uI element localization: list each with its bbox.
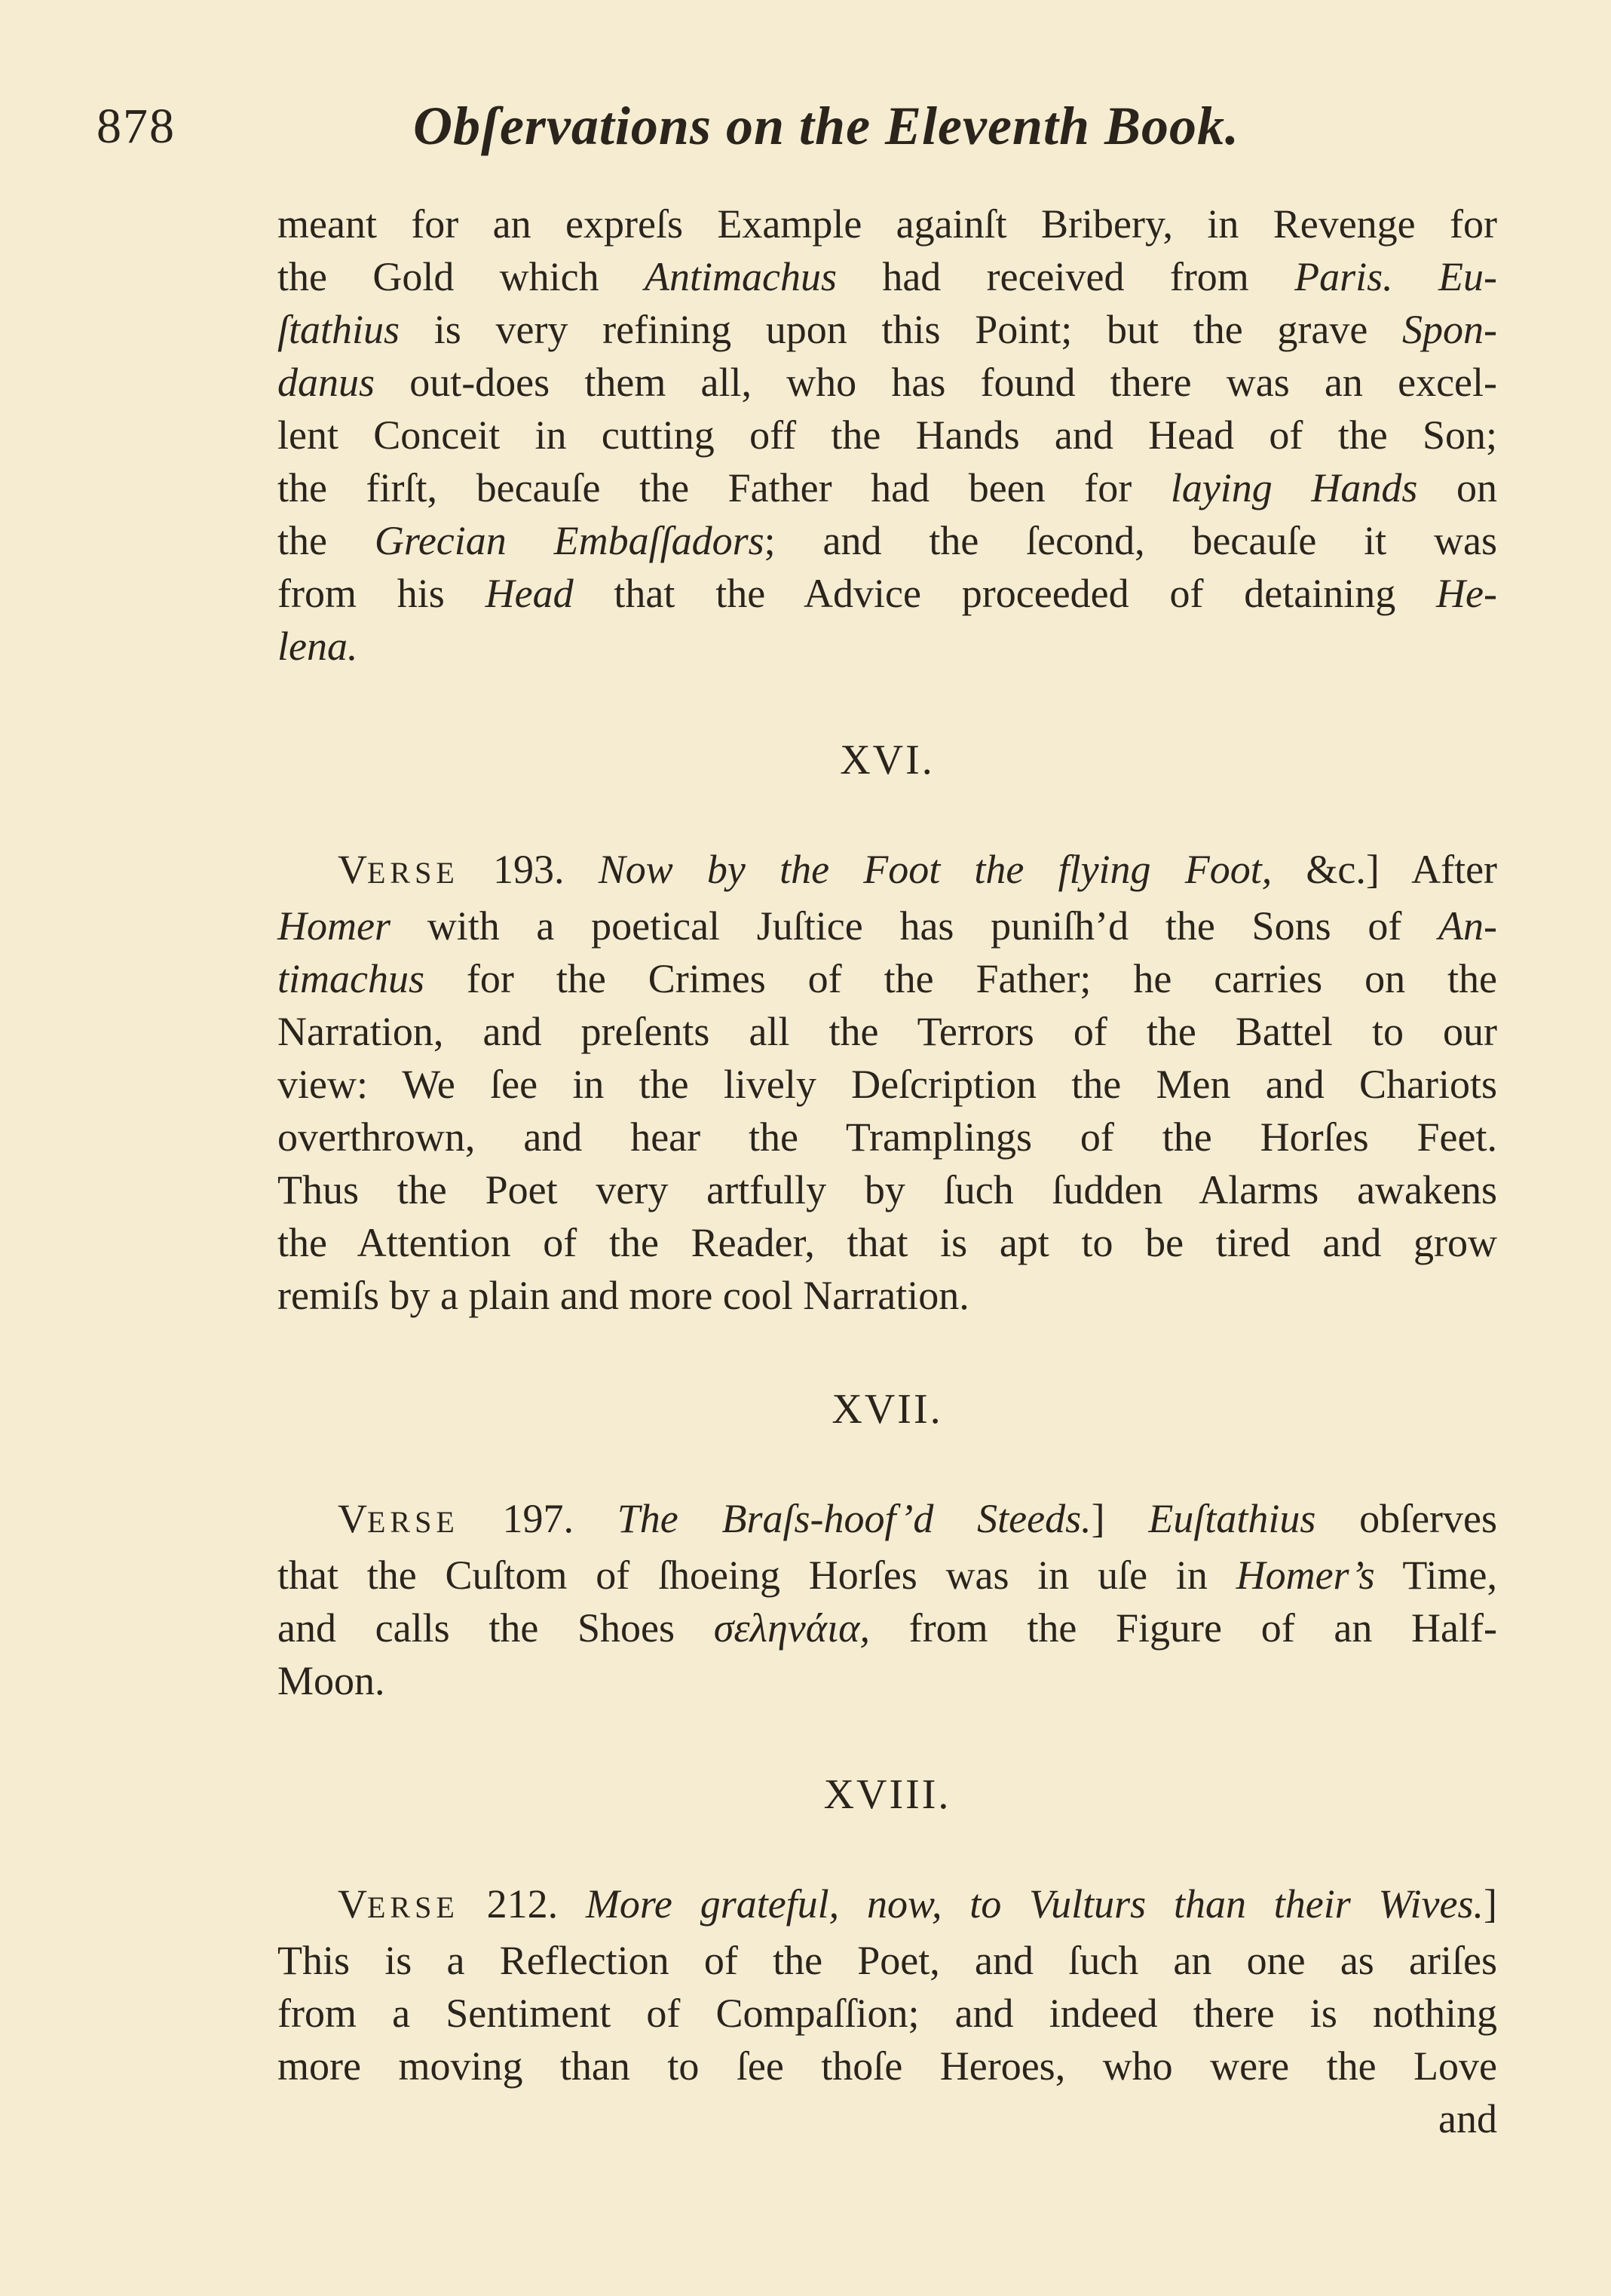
text-line: the Attention of the Reader, that is apt to be tired and grow — [277, 1220, 1497, 1265]
section-heading-xvii: XVII. — [832, 1386, 943, 1433]
text-line: from a Sentiment of Compaſſion; and indeed there is nothing — [277, 1991, 1497, 2036]
page-number: 878 — [96, 99, 176, 154]
text-line: VERSE 212. More grateful, now, to Vulturs than their Wives.] — [338, 1881, 1497, 1927]
text-line: VERSE 193. Now by the Foot the flying Foot, &c.] After — [338, 847, 1498, 892]
text-line: that the Cuſtom of ſhoeing Horſes was in uſe in Homer’s Time, — [277, 1553, 1497, 1598]
page-body — [277, 198, 1497, 2145]
text-line: the Gold which Antimachus had received from Paris. Eu- — [277, 254, 1498, 299]
paragraph-verse-193 — [277, 843, 1497, 1322]
text-line: timachus for the Crimes of the Father; he carries on the — [277, 956, 1497, 1001]
text-line: This is a Reflection of the Poet, and ſuch an one as ariſes — [277, 1938, 1497, 1983]
text-line: from his Head that the Advice proceeded of detaining He- — [277, 571, 1497, 616]
paragraph-verse-197 — [277, 1492, 1497, 1707]
paragraph-verse-212 — [277, 1878, 1497, 2092]
section-heading-xviii: XVIII. — [823, 1771, 951, 1818]
text-line: more moving than to ſee thoſe Heroes, who were the Love — [277, 2043, 1497, 2089]
text-line: Thus the Poet very artfully by ſuch ſudden Alarms awakens — [277, 1167, 1497, 1212]
text-line: Homer with a poetical Juſtice has puniſh’d the Sons of An- — [277, 903, 1497, 949]
section-heading-xvi: XVI. — [840, 737, 935, 783]
text-line: lent Conceit in cutting off the Hands and Head of the Son; — [277, 412, 1497, 458]
text-line: ſtathius is very refining upon this Point; but the grave Spon- — [277, 307, 1497, 352]
running-title: Obſervations on the Eleventh Book. — [413, 96, 1240, 156]
text-line: meant for an expreſs Example againſt Bribery, in Revenge for — [277, 201, 1497, 247]
text-line: Moon. — [277, 1658, 385, 1703]
text-line: view: We ſee in the lively Deſcription the Men and Chariots — [277, 1062, 1497, 1107]
text-line: the firſt, becauſe the Father had been for laying Hands on — [277, 465, 1497, 510]
catchword: and — [1438, 2096, 1497, 2141]
text-line: the Grecian Embaſſadors; and the ſecond, becauſe it was — [277, 518, 1497, 563]
text-line: Narration, and preſents all the Terrors of the Battel to our — [277, 1009, 1497, 1054]
text-line: and calls the Shoes σεληνάια, from the Figure of an Half- — [277, 1605, 1497, 1651]
text-line: overthrown, and hear the Tramplings of the Horſes Feet. — [277, 1114, 1497, 1160]
text-line: VERSE 197. The Braſs-hoof’d Steeds.] Euſtathius obſerves — [338, 1496, 1498, 1541]
text-line: lena. — [277, 624, 358, 669]
text-line: remiſs by a plain and more cool Narration. — [277, 1273, 969, 1318]
page-header — [96, 98, 1514, 166]
text-line: danus out-does them all, who has found there was an excel- — [277, 360, 1497, 405]
paragraph-bribery — [277, 198, 1497, 673]
